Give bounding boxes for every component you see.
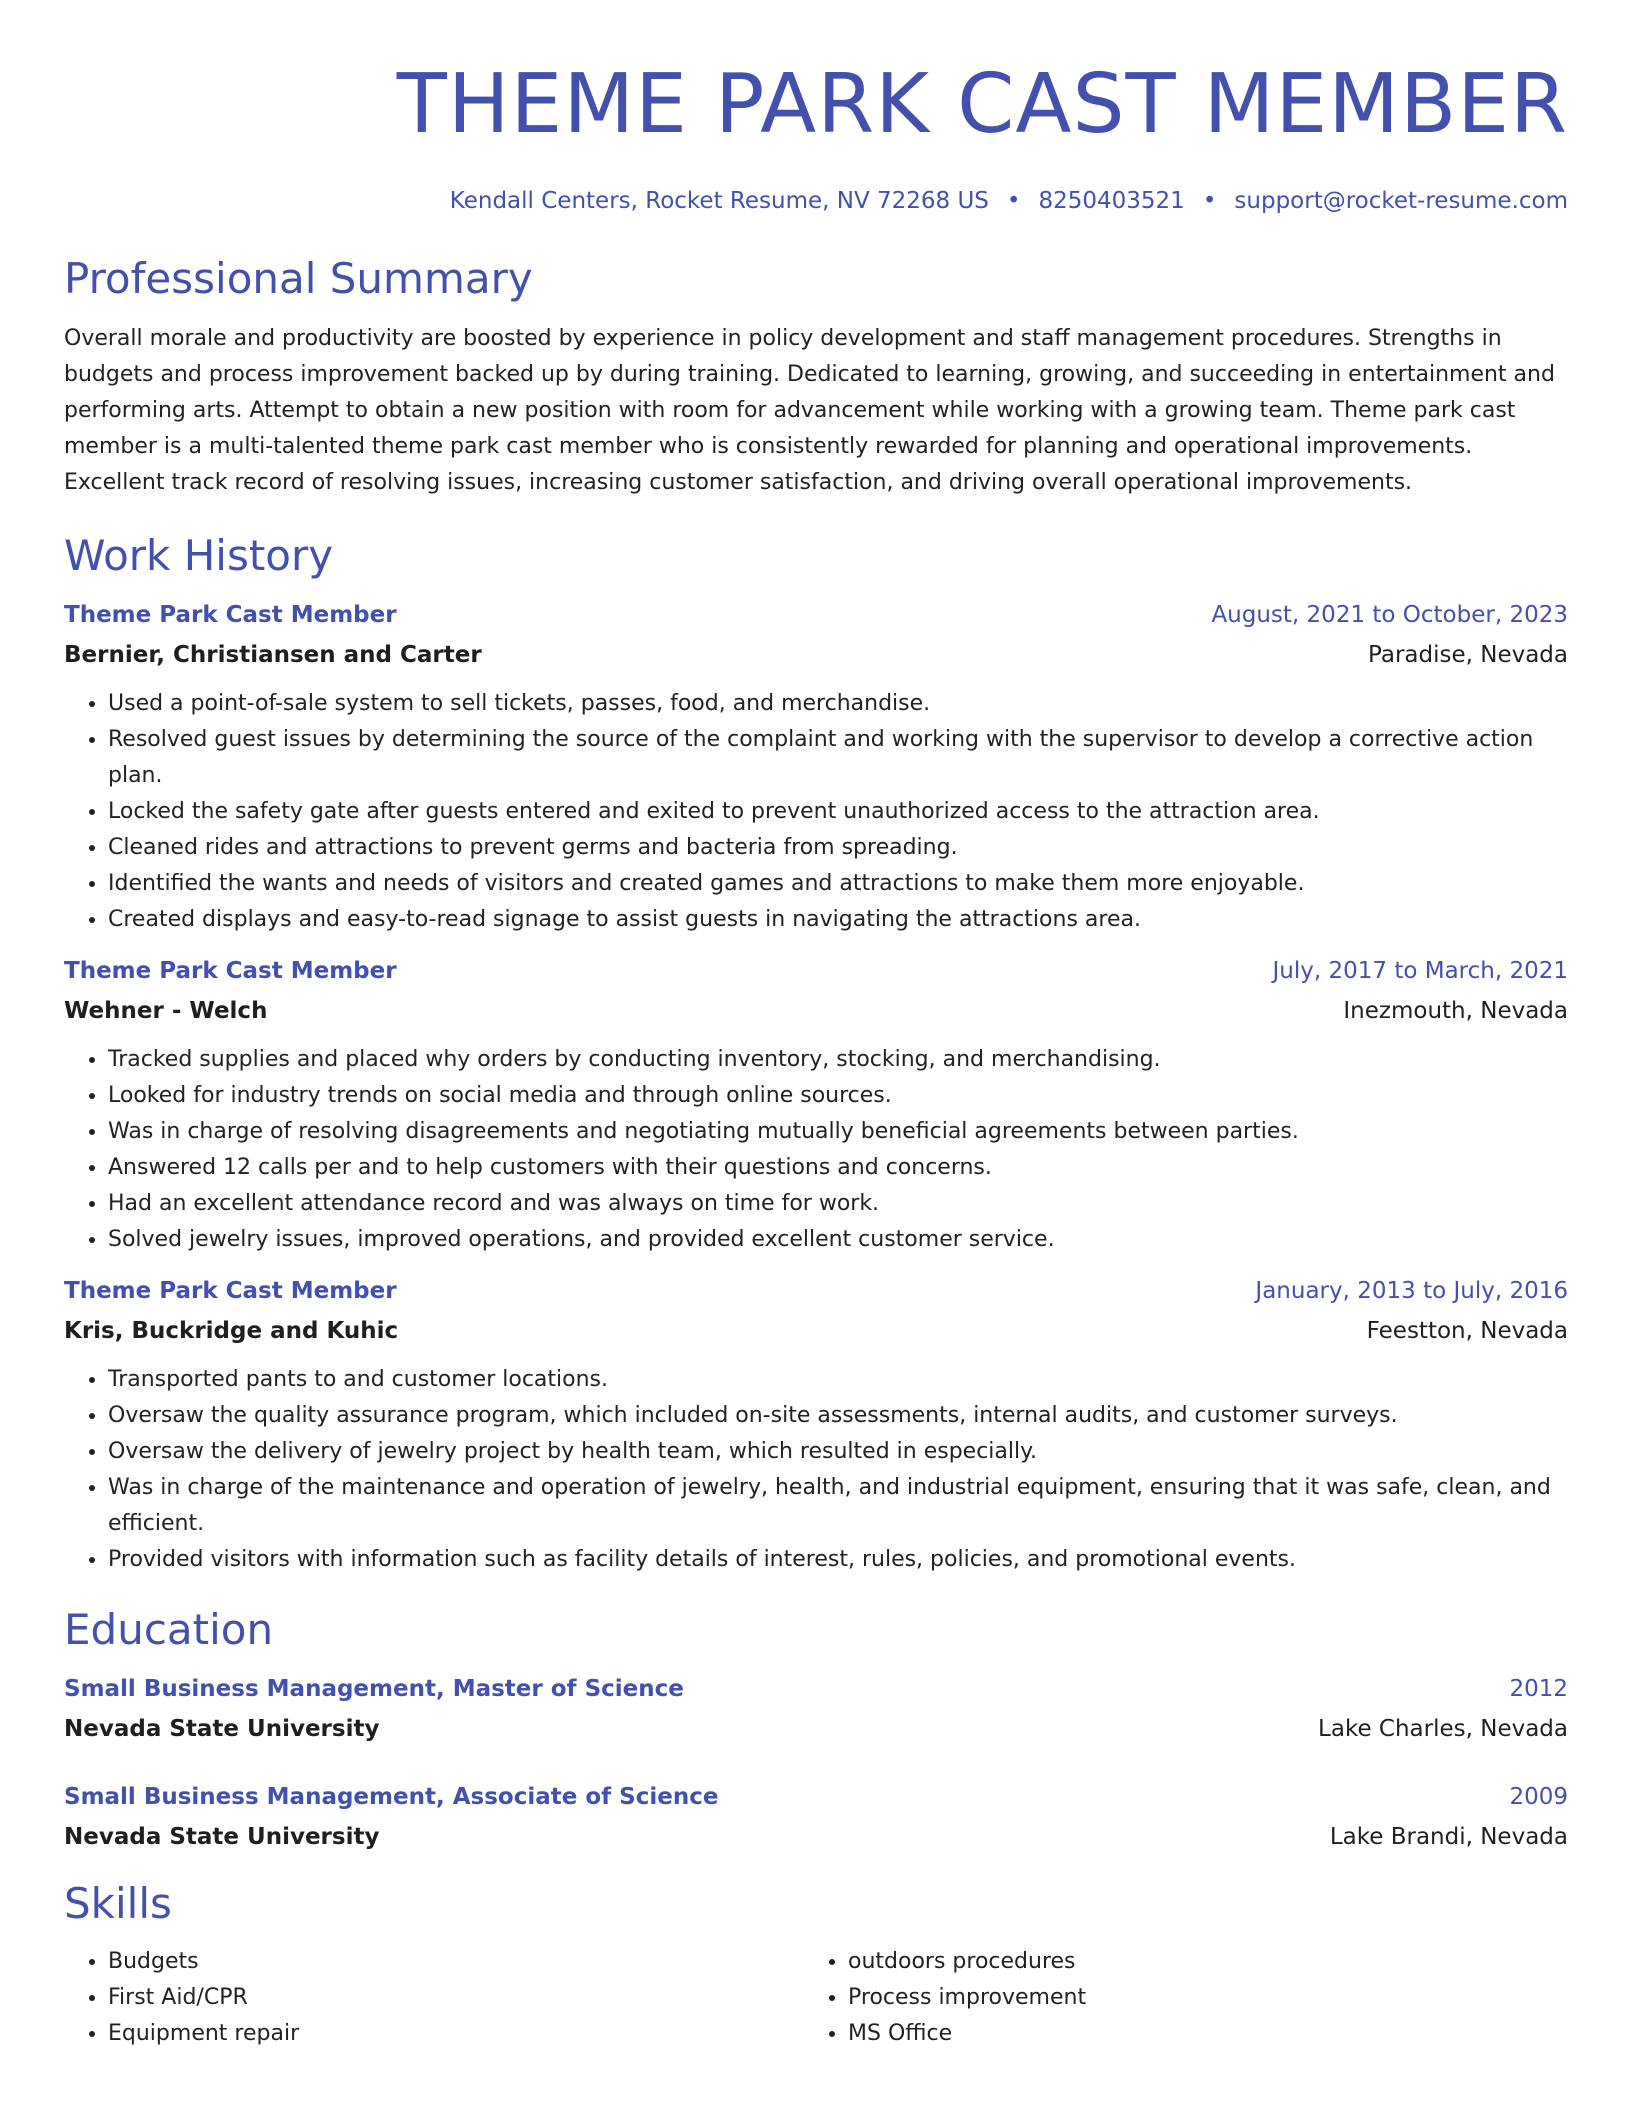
job-bullets bbox=[64, 1042, 1568, 1258]
contact-line bbox=[64, 186, 1568, 216]
education-entry bbox=[64, 1782, 1568, 1852]
section-heading-skills: Skills bbox=[64, 1879, 172, 1928]
education-list bbox=[64, 1674, 1568, 1852]
contact-phone: 8250403521 bbox=[1038, 188, 1185, 214]
job-title: Theme Park Cast Member bbox=[64, 602, 397, 628]
skill-item: • Budgets bbox=[108, 1944, 804, 1980]
job-company: Wehner - Welch bbox=[64, 998, 268, 1024]
job-bullet: • Was in charge of resolving disagreements and negotiating mutually beneficial agreements between parties. bbox=[108, 1114, 1568, 1150]
job-location: Paradise, Nevada bbox=[1368, 642, 1568, 668]
contact-separator: • bbox=[1202, 188, 1217, 214]
job-org-row bbox=[64, 1316, 1568, 1346]
skill-item: • MS Office bbox=[848, 2016, 1544, 2052]
education-school: Nevada State University bbox=[64, 1824, 380, 1850]
section-heading-education: Education bbox=[64, 1605, 274, 1654]
job-entry bbox=[64, 956, 1568, 1258]
job-title: Theme Park Cast Member bbox=[64, 1278, 397, 1304]
section-heading-work: Work History bbox=[64, 531, 334, 580]
education-header-row bbox=[64, 1782, 1568, 1812]
job-bullet: • Transported pants to and customer locations. bbox=[108, 1362, 1568, 1398]
education-header-row bbox=[64, 1674, 1568, 1704]
job-location: Inezmouth, Nevada bbox=[1343, 998, 1568, 1024]
contact-address: Kendall Centers, Rocket Resume, NV 72268 US bbox=[449, 188, 989, 214]
job-dates: August, 2021 to October, 2023 bbox=[1211, 602, 1568, 628]
job-title: Theme Park Cast Member bbox=[64, 958, 397, 984]
job-org-row bbox=[64, 640, 1568, 670]
resume-page bbox=[64, 0, 1568, 2052]
job-bullet: • Had an excellent attendance record and was always on time for work. bbox=[108, 1186, 1568, 1222]
job-bullet: • Looked for industry trends on social media and through online sources. bbox=[108, 1078, 1568, 1114]
contact-separator: • bbox=[1006, 188, 1021, 214]
skill-item: • First Aid/CPR bbox=[108, 1980, 804, 2016]
job-bullet: • Created displays and easy-to-read signage to assist guests in navigating the attractions area. bbox=[108, 902, 1568, 938]
education-entry bbox=[64, 1674, 1568, 1744]
education-degree: Small Business Management, Master of Science bbox=[64, 1676, 684, 1702]
resume-header bbox=[64, 0, 1568, 216]
section-heading-summary: Professional Summary bbox=[64, 254, 533, 303]
job-header-row bbox=[64, 600, 1568, 630]
job-location: Feestton, Nevada bbox=[1366, 1318, 1568, 1344]
skills-list bbox=[64, 1944, 1568, 2052]
education-year: 2009 bbox=[1509, 1784, 1568, 1810]
job-bullet: • Provided visitors with information such as facility details of interest, rules, policies, and promotional events. bbox=[108, 1542, 1568, 1578]
job-bullet: • Tracked supplies and placed why orders by conducting inventory, stocking, and merchandising. bbox=[108, 1042, 1568, 1078]
job-company: Bernier, Christiansen and Carter bbox=[64, 642, 482, 668]
candidate-title: THEME PARK CAST MEMBER bbox=[396, 57, 1568, 152]
job-bullet: • Resolved guest issues by determining the source of the complaint and working with the supervisor to develop a corrective action plan. bbox=[108, 722, 1568, 794]
education-school: Nevada State University bbox=[64, 1716, 380, 1742]
education-location: Lake Brandi, Nevada bbox=[1329, 1824, 1568, 1850]
education-school-row bbox=[64, 1822, 1568, 1852]
job-bullet: • Identified the wants and needs of visitors and created games and attractions to make them more enjoyable. bbox=[108, 866, 1568, 902]
job-header-row bbox=[64, 1276, 1568, 1306]
job-header-row bbox=[64, 956, 1568, 986]
skill-item: • outdoors procedures bbox=[848, 1944, 1544, 1980]
contact-email[interactable]: support@rocket-resume.com bbox=[1234, 188, 1568, 214]
job-org-row bbox=[64, 996, 1568, 1026]
job-company: Kris, Buckridge and Kuhic bbox=[64, 1318, 399, 1344]
job-bullet: • Was in charge of the maintenance and operation of jewelry, health, and industrial equipment, ensuring that it was safe, clean, and efficient. bbox=[108, 1470, 1568, 1542]
education-degree: Small Business Management, Associate of Science bbox=[64, 1784, 719, 1810]
job-bullet: • Oversaw the quality assurance program, which included on-site assessments, internal audits, and customer surveys. bbox=[108, 1398, 1568, 1434]
work-history-list bbox=[64, 600, 1568, 1578]
skill-item: • Equipment repair bbox=[108, 2016, 804, 2052]
education-location: Lake Charles, Nevada bbox=[1318, 1716, 1568, 1742]
job-entry bbox=[64, 600, 1568, 938]
job-bullet: • Used a point-of-sale system to sell tickets, passes, food, and merchandise. bbox=[108, 686, 1568, 722]
job-entry bbox=[64, 1276, 1568, 1578]
job-bullet: • Solved jewelry issues, improved operations, and provided excellent customer service. bbox=[108, 1222, 1568, 1258]
job-bullet: • Oversaw the delivery of jewelry project by health team, which resulted in especially. bbox=[108, 1434, 1568, 1470]
job-dates: January, 2013 to July, 2016 bbox=[1255, 1278, 1568, 1304]
education-school-row bbox=[64, 1714, 1568, 1744]
education-year: 2012 bbox=[1509, 1676, 1568, 1702]
job-bullets bbox=[64, 1362, 1568, 1578]
job-bullet: • Answered 12 calls per and to help customers with their questions and concerns. bbox=[108, 1150, 1568, 1186]
skills-column-right bbox=[804, 1944, 1544, 2052]
job-bullet: • Cleaned rides and attractions to prevent germs and bacteria from spreading. bbox=[108, 830, 1568, 866]
skills-column-left bbox=[64, 1944, 804, 2052]
job-bullets bbox=[64, 686, 1568, 938]
skill-item: • Process improvement bbox=[848, 1980, 1544, 2016]
summary-text: Overall morale and productivity are boosted by experience in policy development and staff management procedures. Strengths in budgets and process improvement backed up by during training. Dedicated to learning, growing, and succeeding in entertainment and performing arts. Attempt to obtain a new position with room for advancement while working with a growing team. Theme park cast member is a multi-talented theme park cast member who is consistently rewarded for planning and operational improvements. Excellent track record of resolving issues, increasing customer satisfaction, and driving overall operational improvements. bbox=[64, 326, 1555, 495]
job-dates: July, 2017 to March, 2021 bbox=[1272, 958, 1568, 984]
job-bullet: • Locked the safety gate after guests entered and exited to prevent unauthorized access to the attraction area. bbox=[108, 794, 1568, 830]
